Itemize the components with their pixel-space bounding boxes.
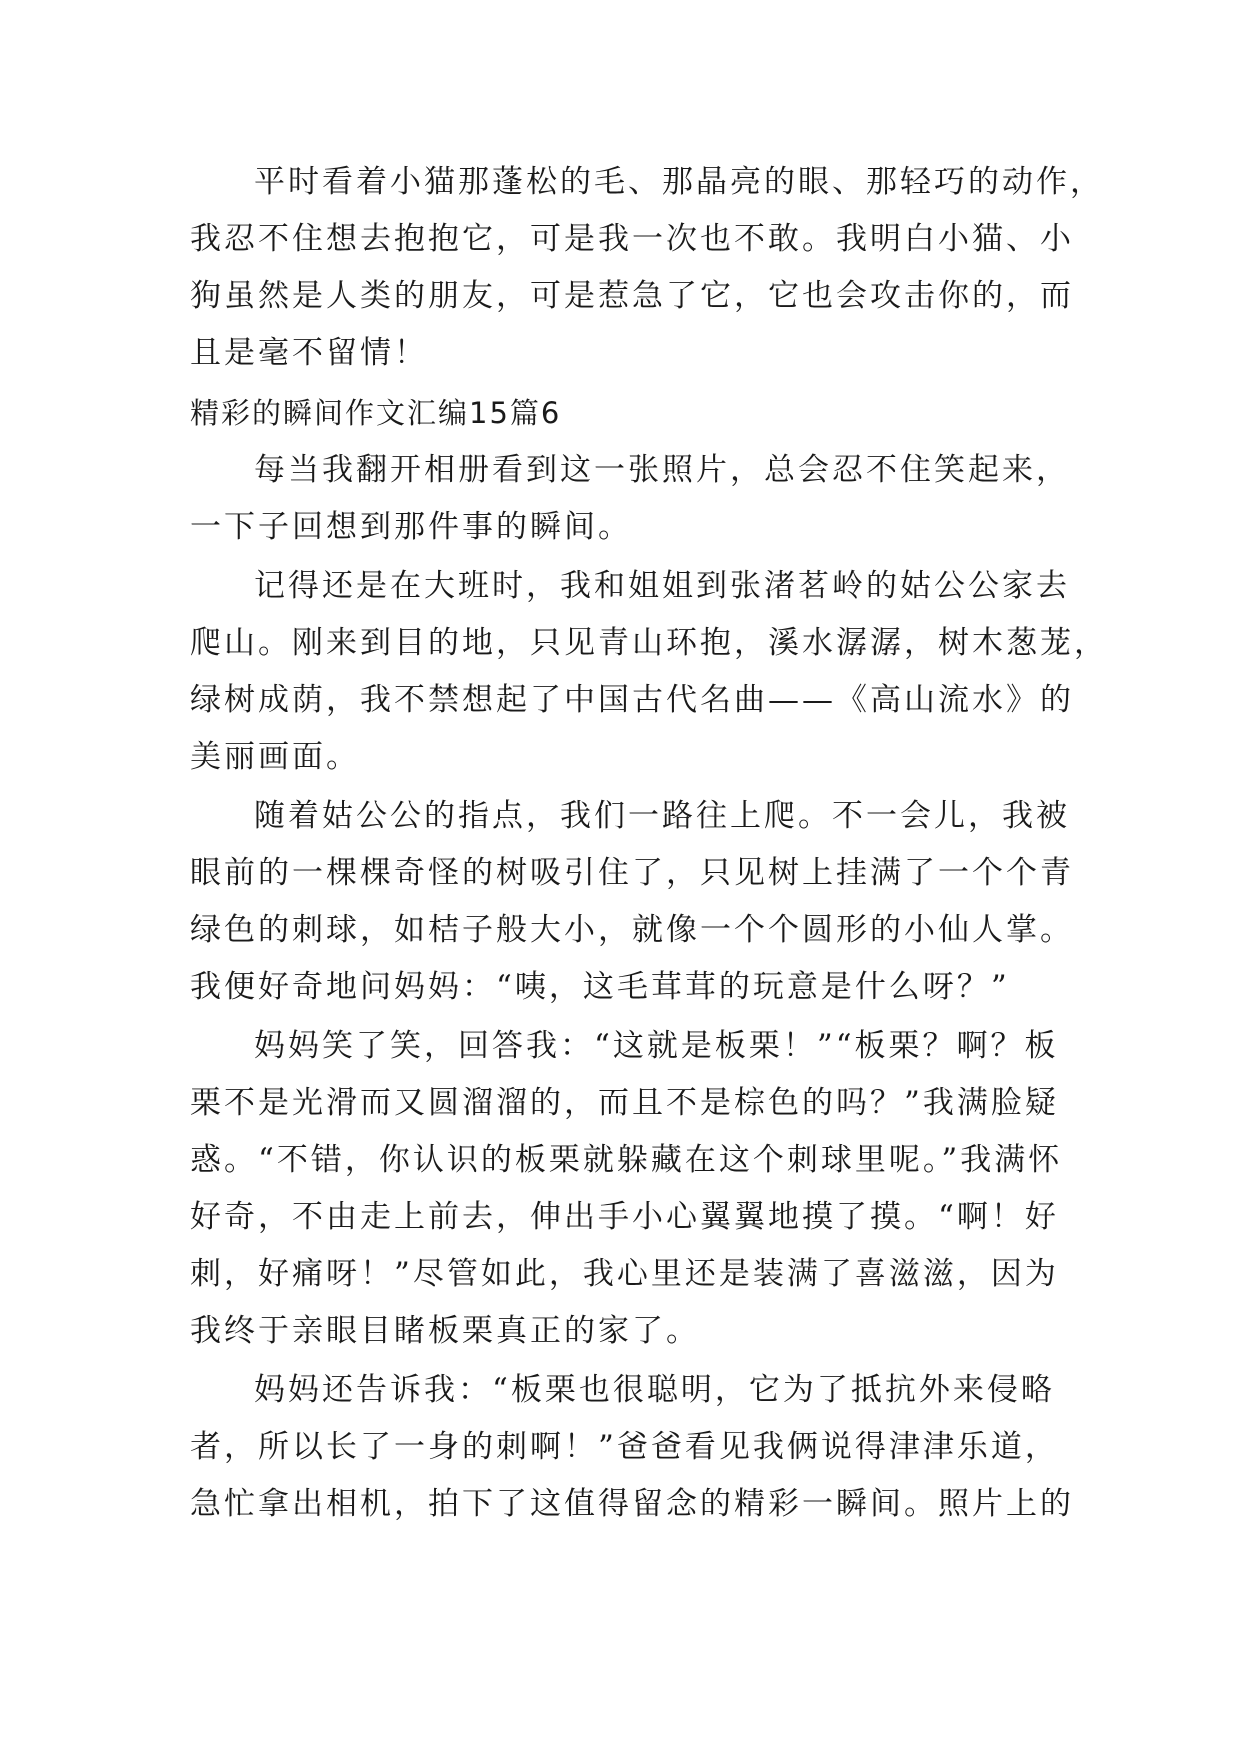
paragraph-line: 且是毫不留情！ xyxy=(190,335,428,371)
paragraph-line: 妈妈笑了笑，回答我：“这就是板栗！”“板栗？啊？板 xyxy=(254,1028,1059,1064)
paragraph-line: 平时看着小猫那蓬松的毛、那晶亮的眼、那轻巧的动作， xyxy=(254,164,1104,200)
paragraph-line: 狗虽然是人类的朋友，可是惹急了它，它也会攻击你的，而 xyxy=(190,278,1074,314)
paragraph-line: 每当我翻开相册看到这一张照片，总会忍不住笑起来， xyxy=(254,452,1070,488)
paragraph-line: 一下子回想到那件事的瞬间。 xyxy=(190,509,632,545)
paragraph-line: 爬山。刚来到目的地，只见青山环抱，溪水潺潺，树木葱茏， xyxy=(190,625,1108,661)
paragraph-line: 我终于亲眼目睹板栗真正的家了。 xyxy=(190,1313,700,1349)
paragraph-line: 记得还是在大班时，我和姐姐到张渚茗岭的姑公公家去 xyxy=(254,568,1070,604)
paragraph-line: 我忍不住想去抱抱它，可是我一次也不敢。我明白小猫、小 xyxy=(190,221,1074,257)
paragraph-line: 绿树成荫，我不禁想起了中国古代名曲——《高山流水》的 xyxy=(190,682,1074,718)
paragraph-line: 美丽画面。 xyxy=(190,739,360,775)
section-heading: 精彩的瞬间作文汇编15篇6 xyxy=(190,396,562,430)
paragraph-line: 随着姑公公的指点，我们一路往上爬。不一会儿，我被 xyxy=(254,798,1070,834)
paragraph-line: 者，所以长了一身的刺啊！”爸爸看见我俩说得津津乐道， xyxy=(190,1429,1059,1465)
paragraph-line: 栗不是光滑而又圆溜溜的，而且不是棕色的吗？”我满脸疑 xyxy=(190,1085,1059,1121)
paragraph-line: 急忙拿出相机，拍下了这值得留念的精彩一瞬间。照片上的 xyxy=(190,1486,1074,1522)
paragraph-line: 我便好奇地问妈妈：“咦，这毛茸茸的玩意是什么呀？” xyxy=(190,969,1010,1005)
paragraph-line: 妈妈还告诉我：“板栗也很聪明，它为了抵抗外来侵略 xyxy=(254,1372,1055,1408)
paragraph-line: 刺，好痛呀！”尽管如此，我心里还是装满了喜滋滋，因为 xyxy=(190,1256,1059,1292)
paragraph-line: 眼前的一棵棵奇怪的树吸引住了，只见树上挂满了一个个青 xyxy=(190,855,1074,891)
paragraph-line: 惑。“不错，你认识的板栗就躲藏在这个刺球里呢。”我满怀 xyxy=(190,1142,1063,1178)
paragraph-line: 绿色的刺球，如桔子般大小，就像一个个圆形的小仙人掌。 xyxy=(190,912,1074,948)
paragraph-line: 好奇，不由走上前去，伸出手小心翼翼地摸了摸。“啊！好 xyxy=(190,1199,1059,1235)
